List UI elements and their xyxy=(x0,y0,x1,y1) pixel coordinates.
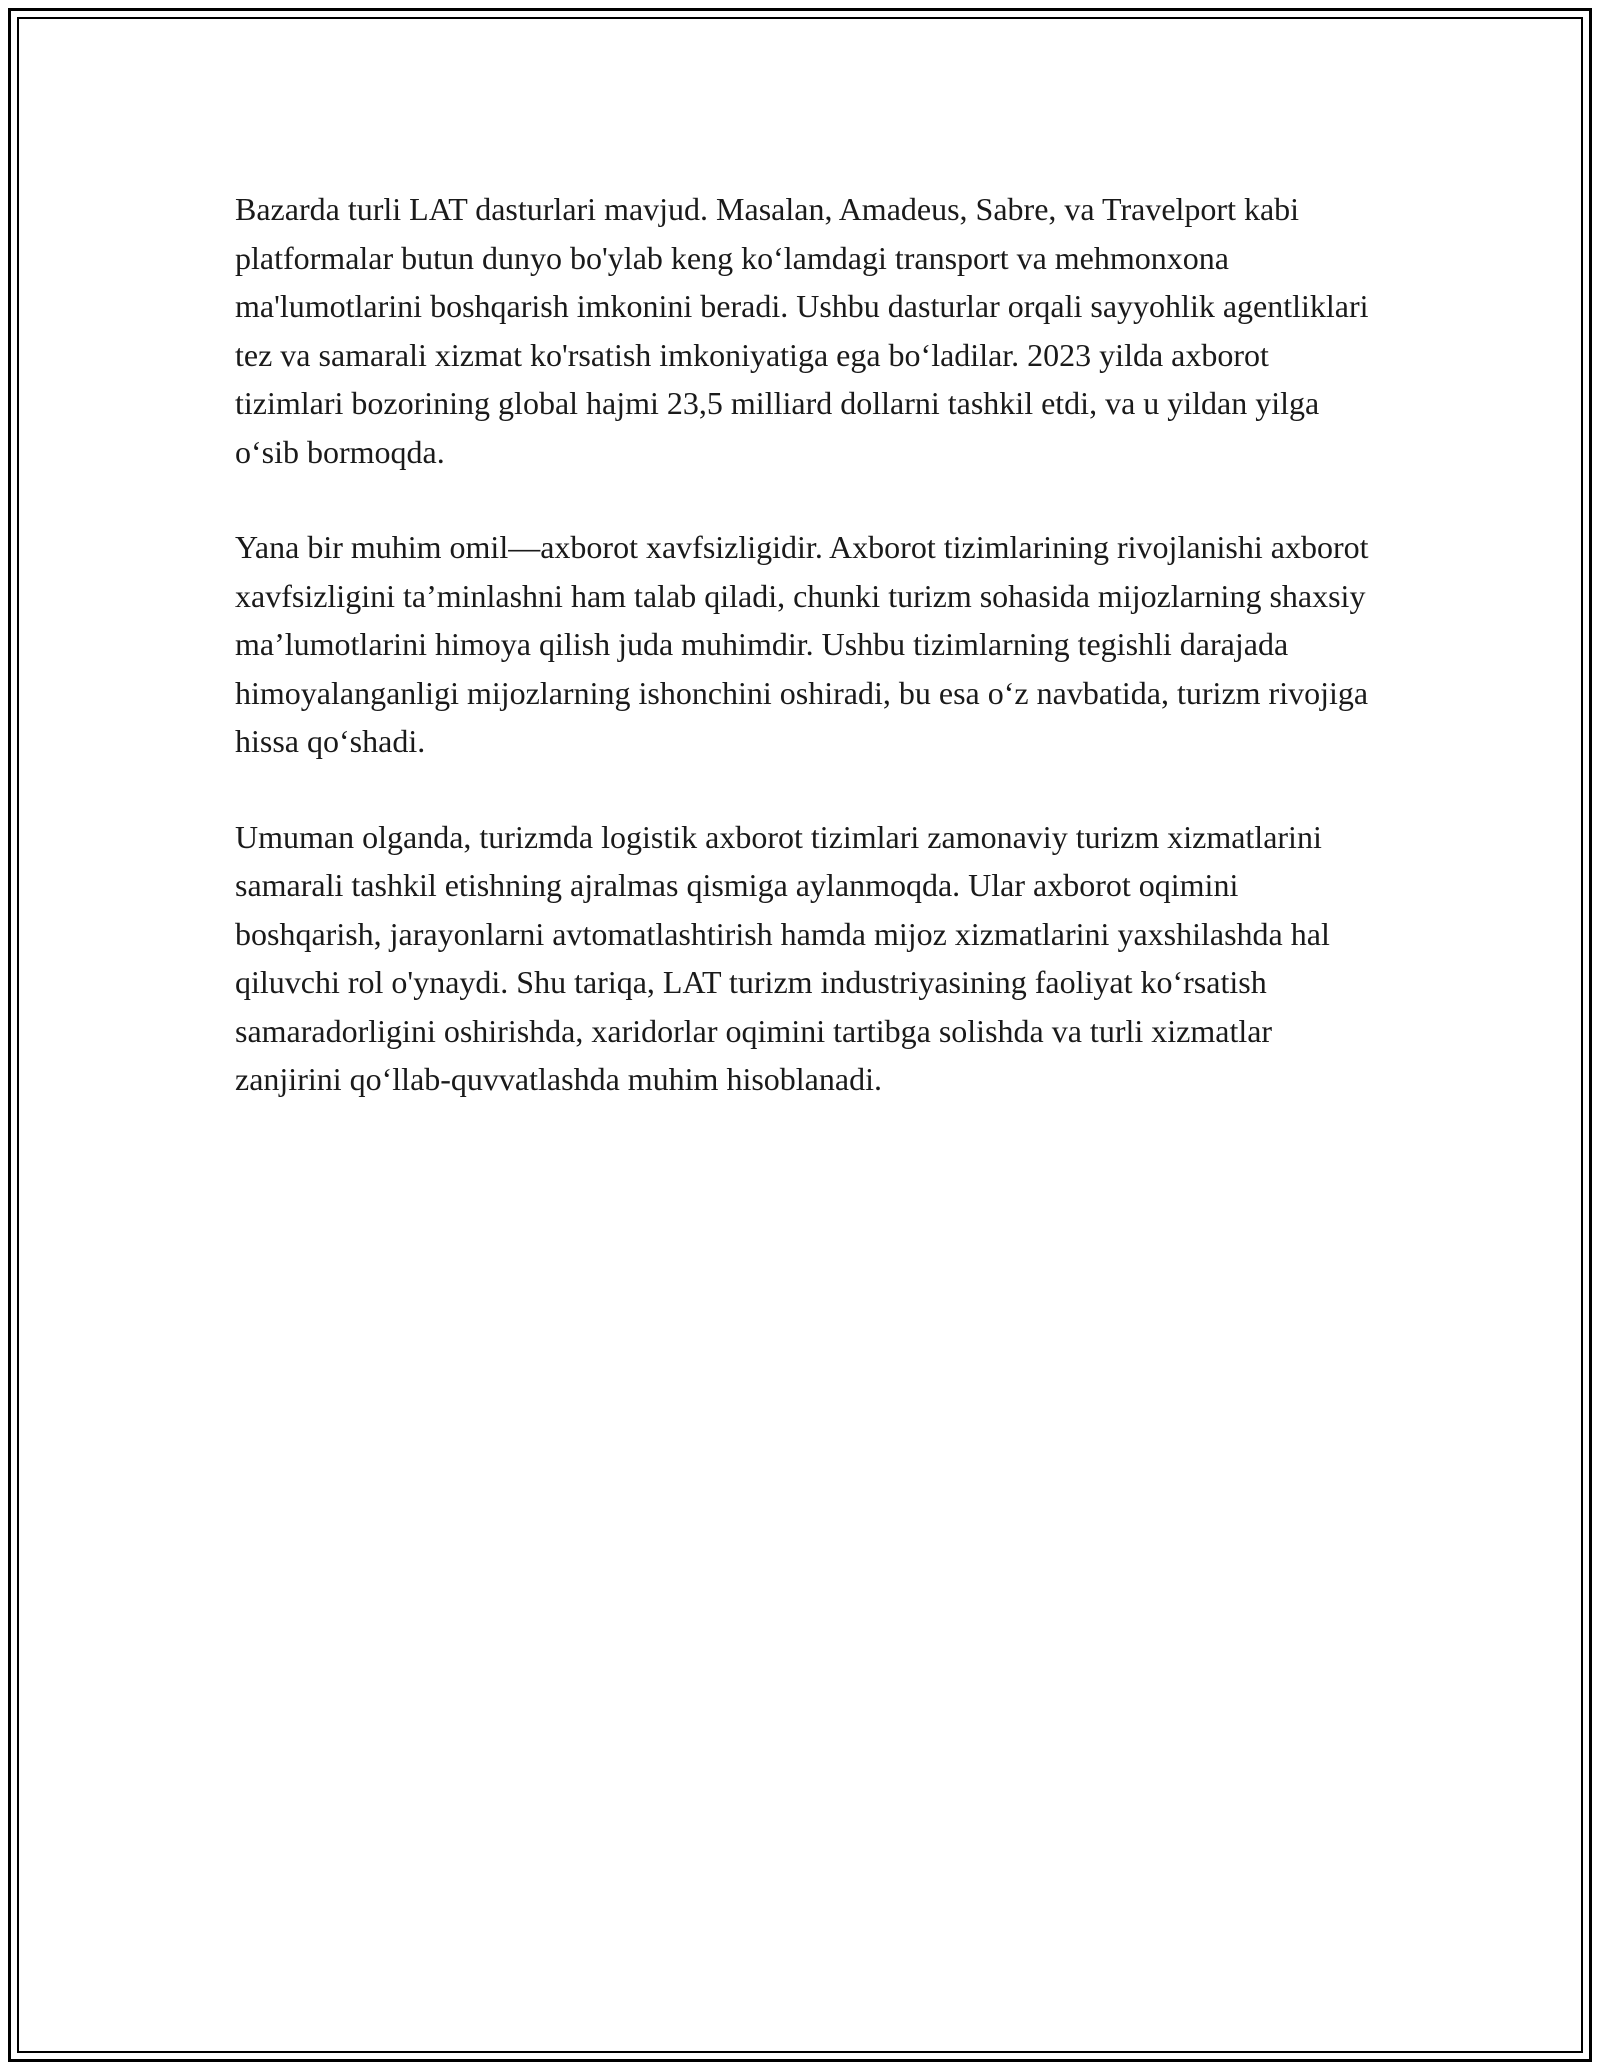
paragraph-lat-software: Bazarda turli LAT dasturlari mavjud. Masalan, Amadeus, Sabre, va Travelport kabi platformalar butun dunyo bo'ylab keng koʻlamdagi transport va mehmonxona ma'lumotlarini boshqarish imkonini beradi. Ushbu dasturlar orqali sayyohlik agentliklari tez va samarali xizmat ko'rsatish imkoniyatiga ega boʻladilar. 2023 yilda axborot tizimlari bozorining global hajmi 23,5 milliard dollarni tashkil etdi, va u yildan yilga oʻsib bormoqda. xyxy=(235,191,1369,470)
paragraph-information-security: Yana bir muhim omil—axborot xavfsizligidir. Axborot tizimlarining rivojlanishi axborot xavfsizligini ta’minlashni ham talab qiladi, chunki turizm sohasida mijozlarning shaxsiy ma’lumotlarini himoya qilish juda muhimdir. Ushbu tizimlarning tegishli darajada himoyalanganligi mijozlarning ishonchini oshiradi, bu esa oʻz navbatida, turizm rivojiga hissa qoʻshadi. xyxy=(235,529,1369,759)
paragraph-conclusion: Umuman olganda, turizmda logistik axborot tizimlari zamonaviy turizm xizmatlarini samarali tashkil etishning ajralmas qismiga aylanmoqda. Ular axborot oqimini boshqarish, jarayonlarni avtomatlashtirish hamda mijoz xizmatlarini yaxshilashda hal qiluvchi rol o'ynaydi. Shu tariqa, LAT turizm industriyasining faoliyat koʻrsatish samaradorligini oshirishda, xaridorlar oqimini tartibga solishda va turli xizmatlar zanjirini qoʻllab-quvvatlashda muhim hisoblanadi. xyxy=(235,818,1330,1097)
document-body xyxy=(235,185,1385,1151)
